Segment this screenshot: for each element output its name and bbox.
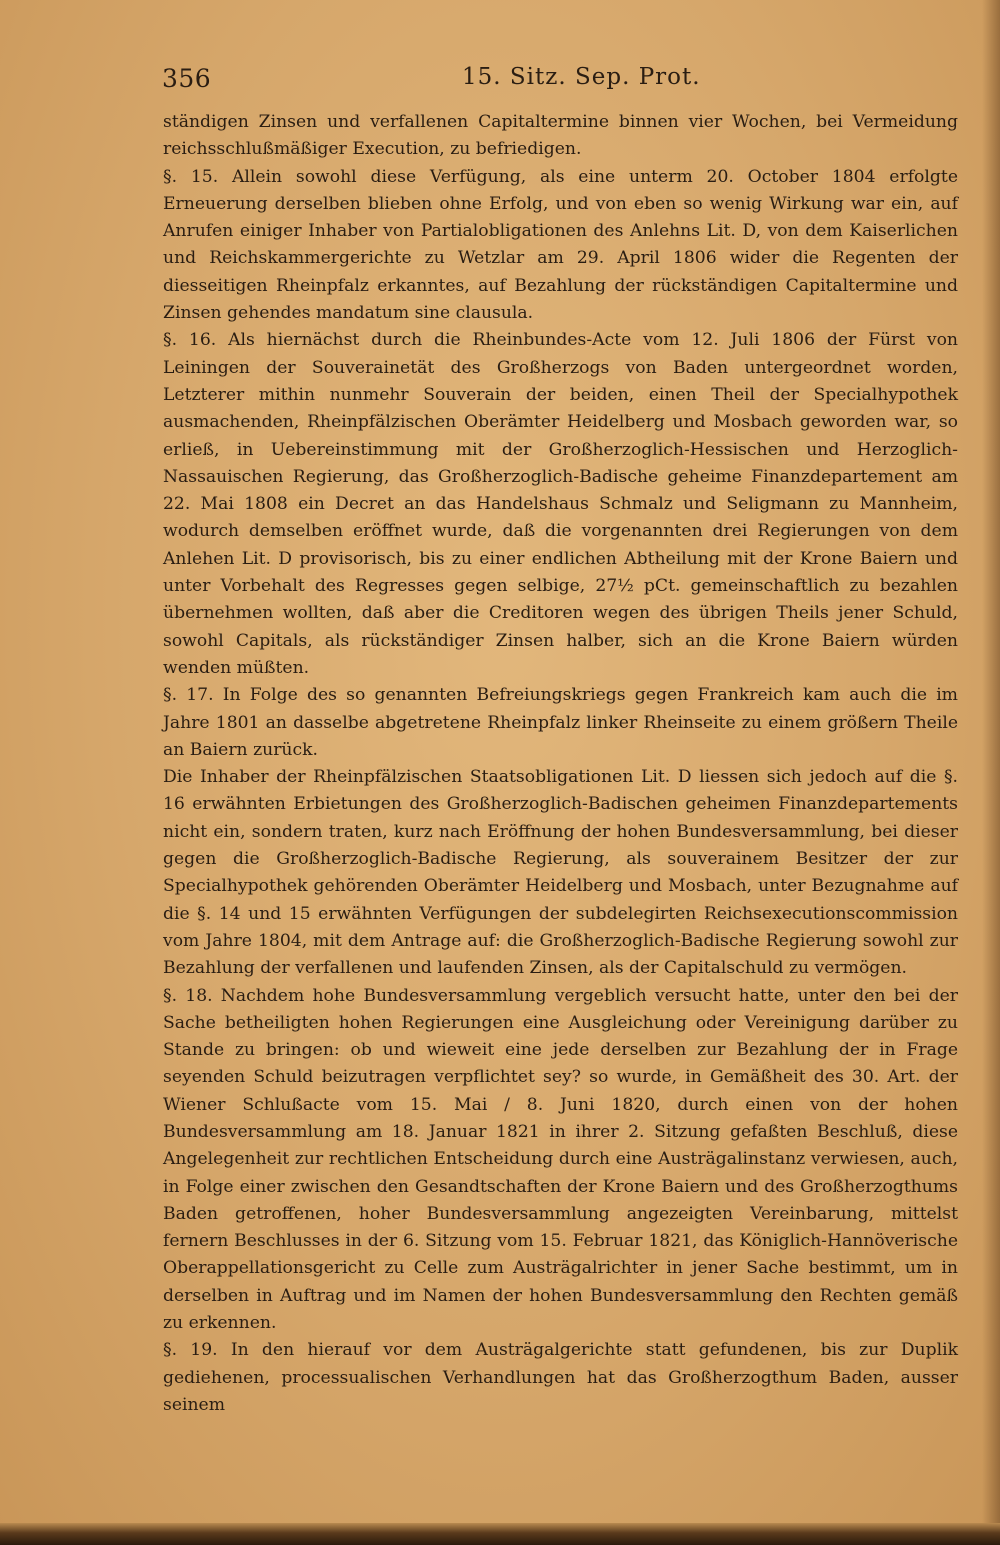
- paragraph-section-15: §. 15. Allein sowohl diese Verfügung, als eine unterm 20. October 1804 erfolgte Erneuerung derselben blieben ohne Erfolg, und von eben so wenig Wirkung war ein, auf Anrufen einiger Inhaber von Partialobligationen des Anlehns Lit. D, von dem Kaiserlichen und Reichskammergerichte zu Wetzlar am 29. April 1806 wider die Regenten der diesseitigen Rheinpfalz erkanntes, auf Bezahlung der rückständigen Capitaltermine und Zinsen gehendes mandatum sine clausula.: [163, 166, 958, 324]
- page-header: [162, 64, 962, 96]
- page-bottom-edge: [0, 1523, 1000, 1545]
- running-head: 15. Sitz. Sep. Prot.: [462, 64, 701, 90]
- page-edge-shadow: [982, 0, 1000, 1545]
- paragraph-section-16: §. 16. Als hiernächst durch die Rheinbundes-Acte vom 12. Juli 1806 der Fürst von Leiningen der Souverainetät des Großherzogs von Baden untergeordnet worden, Letzterer mithin nunmehr Souverain der beiden, einen Theil der Specialhypothek ausmachenden, Rheinpfälzischen Oberämter Heidelberg und Mosbach geworden war, so erließ, in Uebereinstimmung mit der Großherzoglich-Hessischen und Herzoglich-Nassauischen Regierung, das Großherzoglich-Badische geheime Finanzdepartement am 22. Mai 1808 ein Decret an das Handelshaus Schmalz und Seligmann zu Mannheim, wodurch demselben eröffnet wurde, daß die vorgenannten drei Regierungen von dem Anlehen Lit. D provisorisch, bis zu einer endlichen Abtheilung mit der Krone Baiern und unter Vorbehalt des Regresses gegen selbige, 27½ pCt. gemeinschaftlich zu bezahlen übernehmen wollten, daß aber die Creditoren wegen des übrigen Theils jener Schuld, sowohl Capitals, als rückständiger Zinsen halber, sich an die Krone Baiern würden wenden müßten.: [163, 330, 958, 678]
- body-text: [163, 109, 958, 1419]
- page-number: 356: [162, 64, 212, 93]
- paragraph-section-18: §. 18. Nachdem hohe Bundesversammlung vergeblich versucht hatte, unter den bei der Sache betheiligten hohen Regierungen eine Ausgleichung oder Vereinigung darüber zu Stande zu bringen: ob und wieweit eine jede derselben zur Bezahlung der in Frage seyenden Schuld beizutragen verpflichtet sey? so wurde, in Gemäßheit des 30. Art. der Wiener Schlußacte vom 15. Mai / 8. Juni 1820, durch einen von der hohen Bundesversammlung am 18. Januar 1821 in ihrer 2. Sitzung gefaßten Beschluß, diese Angelegenheit zur rechtlichen Entscheidung durch eine Austrägalinstanz verwiesen, auch, in Folge einer zwischen den Gesandtschaften der Krone Baiern und des Großherzogthums Baden getroffenen, hoher Bundesversammlung angezeigten Vereinbarung, mittelst fernern Beschlusses in der 6. Sitzung vom 15. Februar 1821, das Königlich-Hannöverische Oberappellationsgericht zu Celle zum Austrägalrichter in jener Sache bestimmt, um in derselben in Auftrag und im Namen der hohen Bundesversammlung den Rechten gemäß zu erkennen.: [163, 985, 958, 1334]
- paragraph-section-19: §. 19. In den hierauf vor dem Austrägalgerichte statt gefundenen, bis zur Duplik gediehenen, processualischen Verhandlungen hat das Großherzogthum Baden, ausser seinem: [163, 1340, 958, 1415]
- paragraph-section-17-continued: Die Inhaber der Rheinpfälzischen Staatsobligationen Lit. D liessen sich jedoch auf die §. 16 erwähnten Erbietungen des Großherzoglich-Badischen geheimen Finanzdepartements nicht ein, sondern traten, kurz nach Eröffnung der hohen Bundesversammlung, bei dieser gegen die Großherzoglich-Badische Regierung, als souverainem Besitzer der zur Specialhypothek gehörenden Oberämter Heidelberg und Mosbach, unter Bezugnahme auf die §. 14 und 15 erwähnten Verfügungen der subdelegirten Reichsexecutionscommission vom Jahre 1804, mit dem Antrage auf: die Großherzoglich-Badische Regierung sowohl zur Bezahlung der verfallenen und laufenden Zinsen, als der Capitalschuld zu vermögen.: [163, 767, 958, 979]
- paragraph-section-17: §. 17. In Folge des so genannten Befreiungskriegs gegen Frankreich kam auch die im Jahre 1801 an dasselbe abgetretene Rheinpfalz linker Rheinseite zu einem größern Theile an Baiern zurück.: [163, 685, 958, 760]
- paragraph-continuation: ständigen Zinsen und verfallenen Capitaltermine binnen vier Wochen, bei Vermeidung reichsschlußmäßiger Execution, zu befriedigen.: [163, 112, 958, 160]
